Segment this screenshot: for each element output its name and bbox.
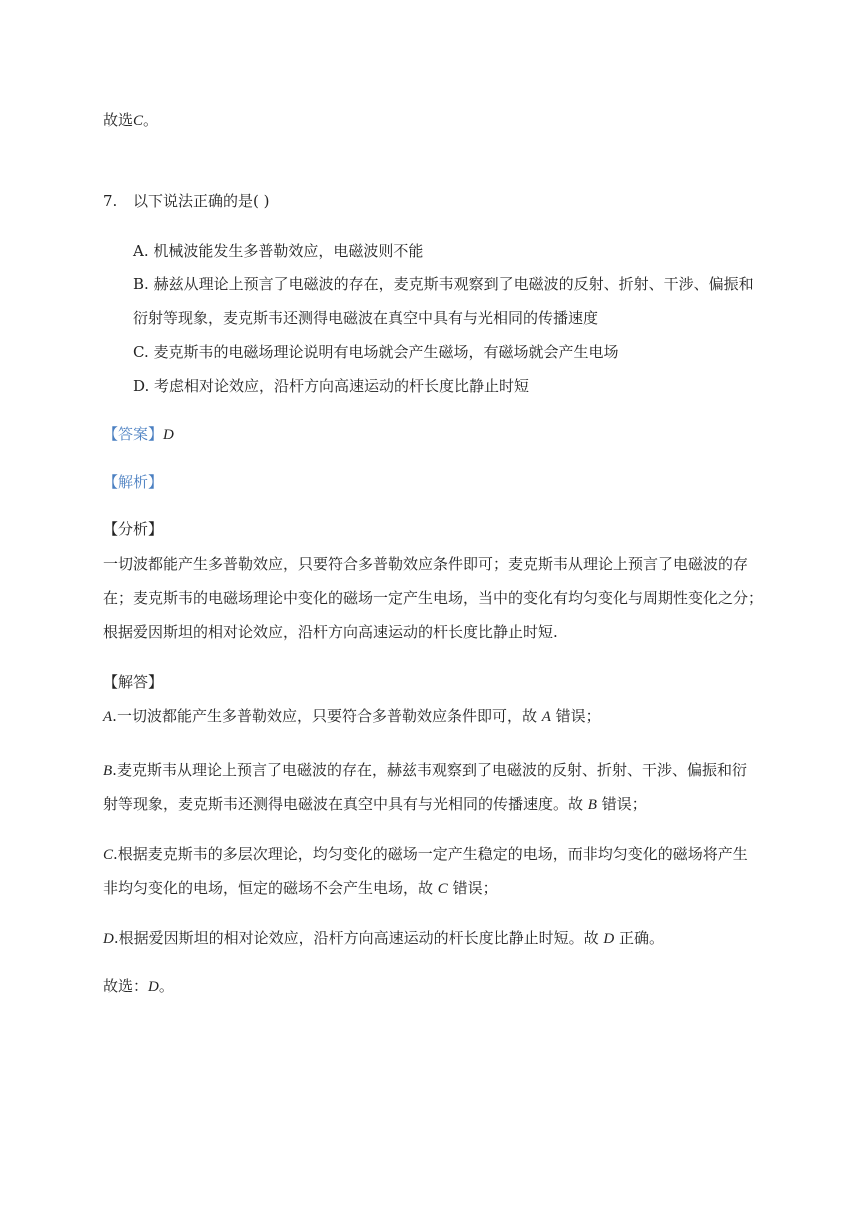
jieda-label: 【解答】 — [103, 673, 164, 691]
item-tail: 错误； — [550, 707, 601, 725]
option-b — [133, 273, 754, 295]
conclusion-suffix: 。 — [143, 111, 159, 129]
option-letter: A. — [133, 242, 149, 260]
option-text: 赫兹从理论上预言了电磁波的存在，麦克斯韦观察到了电磁波的反射、折射、干涉、偏振和 — [153, 275, 754, 293]
item-text: .根据爱因斯坦的相对论效应，沿杆方向高速运动的杆长度比静止时短。故 — [113, 929, 604, 947]
jieda-item-c — [103, 843, 748, 866]
jieda-item-a — [103, 705, 601, 728]
option-letter: B. — [133, 275, 149, 293]
item-text: .麦克斯韦从理论上预言了电磁波的存在，赫兹韦观察到了电磁波的反射、折射、干涉、偏振和衍 — [112, 761, 747, 779]
question-number: 7. — [103, 192, 118, 210]
fenxi-line-3: 根据爱因斯坦的相对论效应，沿杆方向高速运动的杆长度比静止时短. — [103, 623, 558, 641]
item-text: 非均匀变化的电场，恒定的磁场不会产生电场，故 — [103, 879, 438, 897]
item-letter: C — [103, 847, 114, 863]
jieda-item-b-continued — [103, 793, 647, 816]
fenxi-label: 【分析】 — [103, 520, 164, 538]
item-letter: B — [103, 763, 113, 779]
item-letter: D — [103, 931, 114, 947]
item-ref: D — [603, 931, 615, 947]
option-d — [133, 375, 529, 397]
fenxi-line-1: 一切波都能产生多普勒效应，只要符合多普勒效应条件即可；麦克斯韦从理论上预言了电磁波的存 — [103, 555, 749, 573]
answer-line — [103, 423, 174, 446]
item-ref: C — [437, 881, 448, 897]
option-b-continued — [133, 307, 598, 329]
jieda-item-b — [103, 759, 747, 782]
analysis-label: 【解析】 — [103, 473, 164, 491]
option-a — [133, 240, 423, 262]
item-tail: 错误； — [596, 795, 647, 813]
item-tail: 错误； — [447, 879, 498, 897]
question-stem: 以下说法正确的是( ) — [133, 192, 270, 210]
item-ref: B — [587, 797, 597, 813]
previous-conclusion — [103, 109, 158, 132]
item-text: .根据麦克斯韦的多层次理论，均匀变化的磁场一定产生稳定的电场，而非均匀变化的磁场将产生 — [113, 845, 748, 863]
item-text: .一切波都能产生多普勒效应，只要符合多普勒效应条件即可，故 — [112, 707, 542, 725]
option-text: 考虑相对论效应，沿杆方向高速运动的杆长度比静止时短 — [154, 377, 530, 395]
conclusion-letter: C — [133, 113, 144, 129]
fenxi-line-2: 在；麦克斯韦的电磁场理论中变化的磁场一定产生电场，当中的变化有均匀变化与周期性变化之分； — [103, 589, 764, 607]
answer-value: D — [163, 427, 174, 443]
item-letter: A — [103, 709, 113, 725]
jieda-item-d — [103, 927, 664, 950]
option-letter: C. — [133, 343, 149, 361]
final-conclusion — [103, 975, 174, 998]
conclusion-letter: D — [148, 979, 159, 995]
jieda-item-c-continued — [103, 877, 498, 900]
item-tail: 正确。 — [614, 929, 665, 947]
conclusion-prefix: 故选： — [103, 977, 149, 995]
item-ref: A — [541, 709, 551, 725]
option-letter: D. — [133, 377, 150, 395]
conclusion-suffix: 。 — [158, 977, 174, 995]
option-text: 麦克斯韦的电磁场理论说明有电场就会产生磁场，有磁场就会产生电场 — [153, 343, 619, 361]
item-text: 射等现象，麦克斯韦还测得电磁波在真空中具有与光相同的传播速度。故 — [103, 795, 588, 813]
answer-label: 【答案】 — [103, 425, 164, 443]
option-text: 机械波能发生多普勒效应，电磁波则不能 — [153, 242, 424, 260]
option-c — [133, 341, 619, 363]
conclusion-prefix: 故选 — [103, 111, 134, 129]
option-text-continued: 衍射等现象，麦克斯韦还测得电磁波在真空中具有与光相同的传播速度 — [133, 309, 599, 327]
